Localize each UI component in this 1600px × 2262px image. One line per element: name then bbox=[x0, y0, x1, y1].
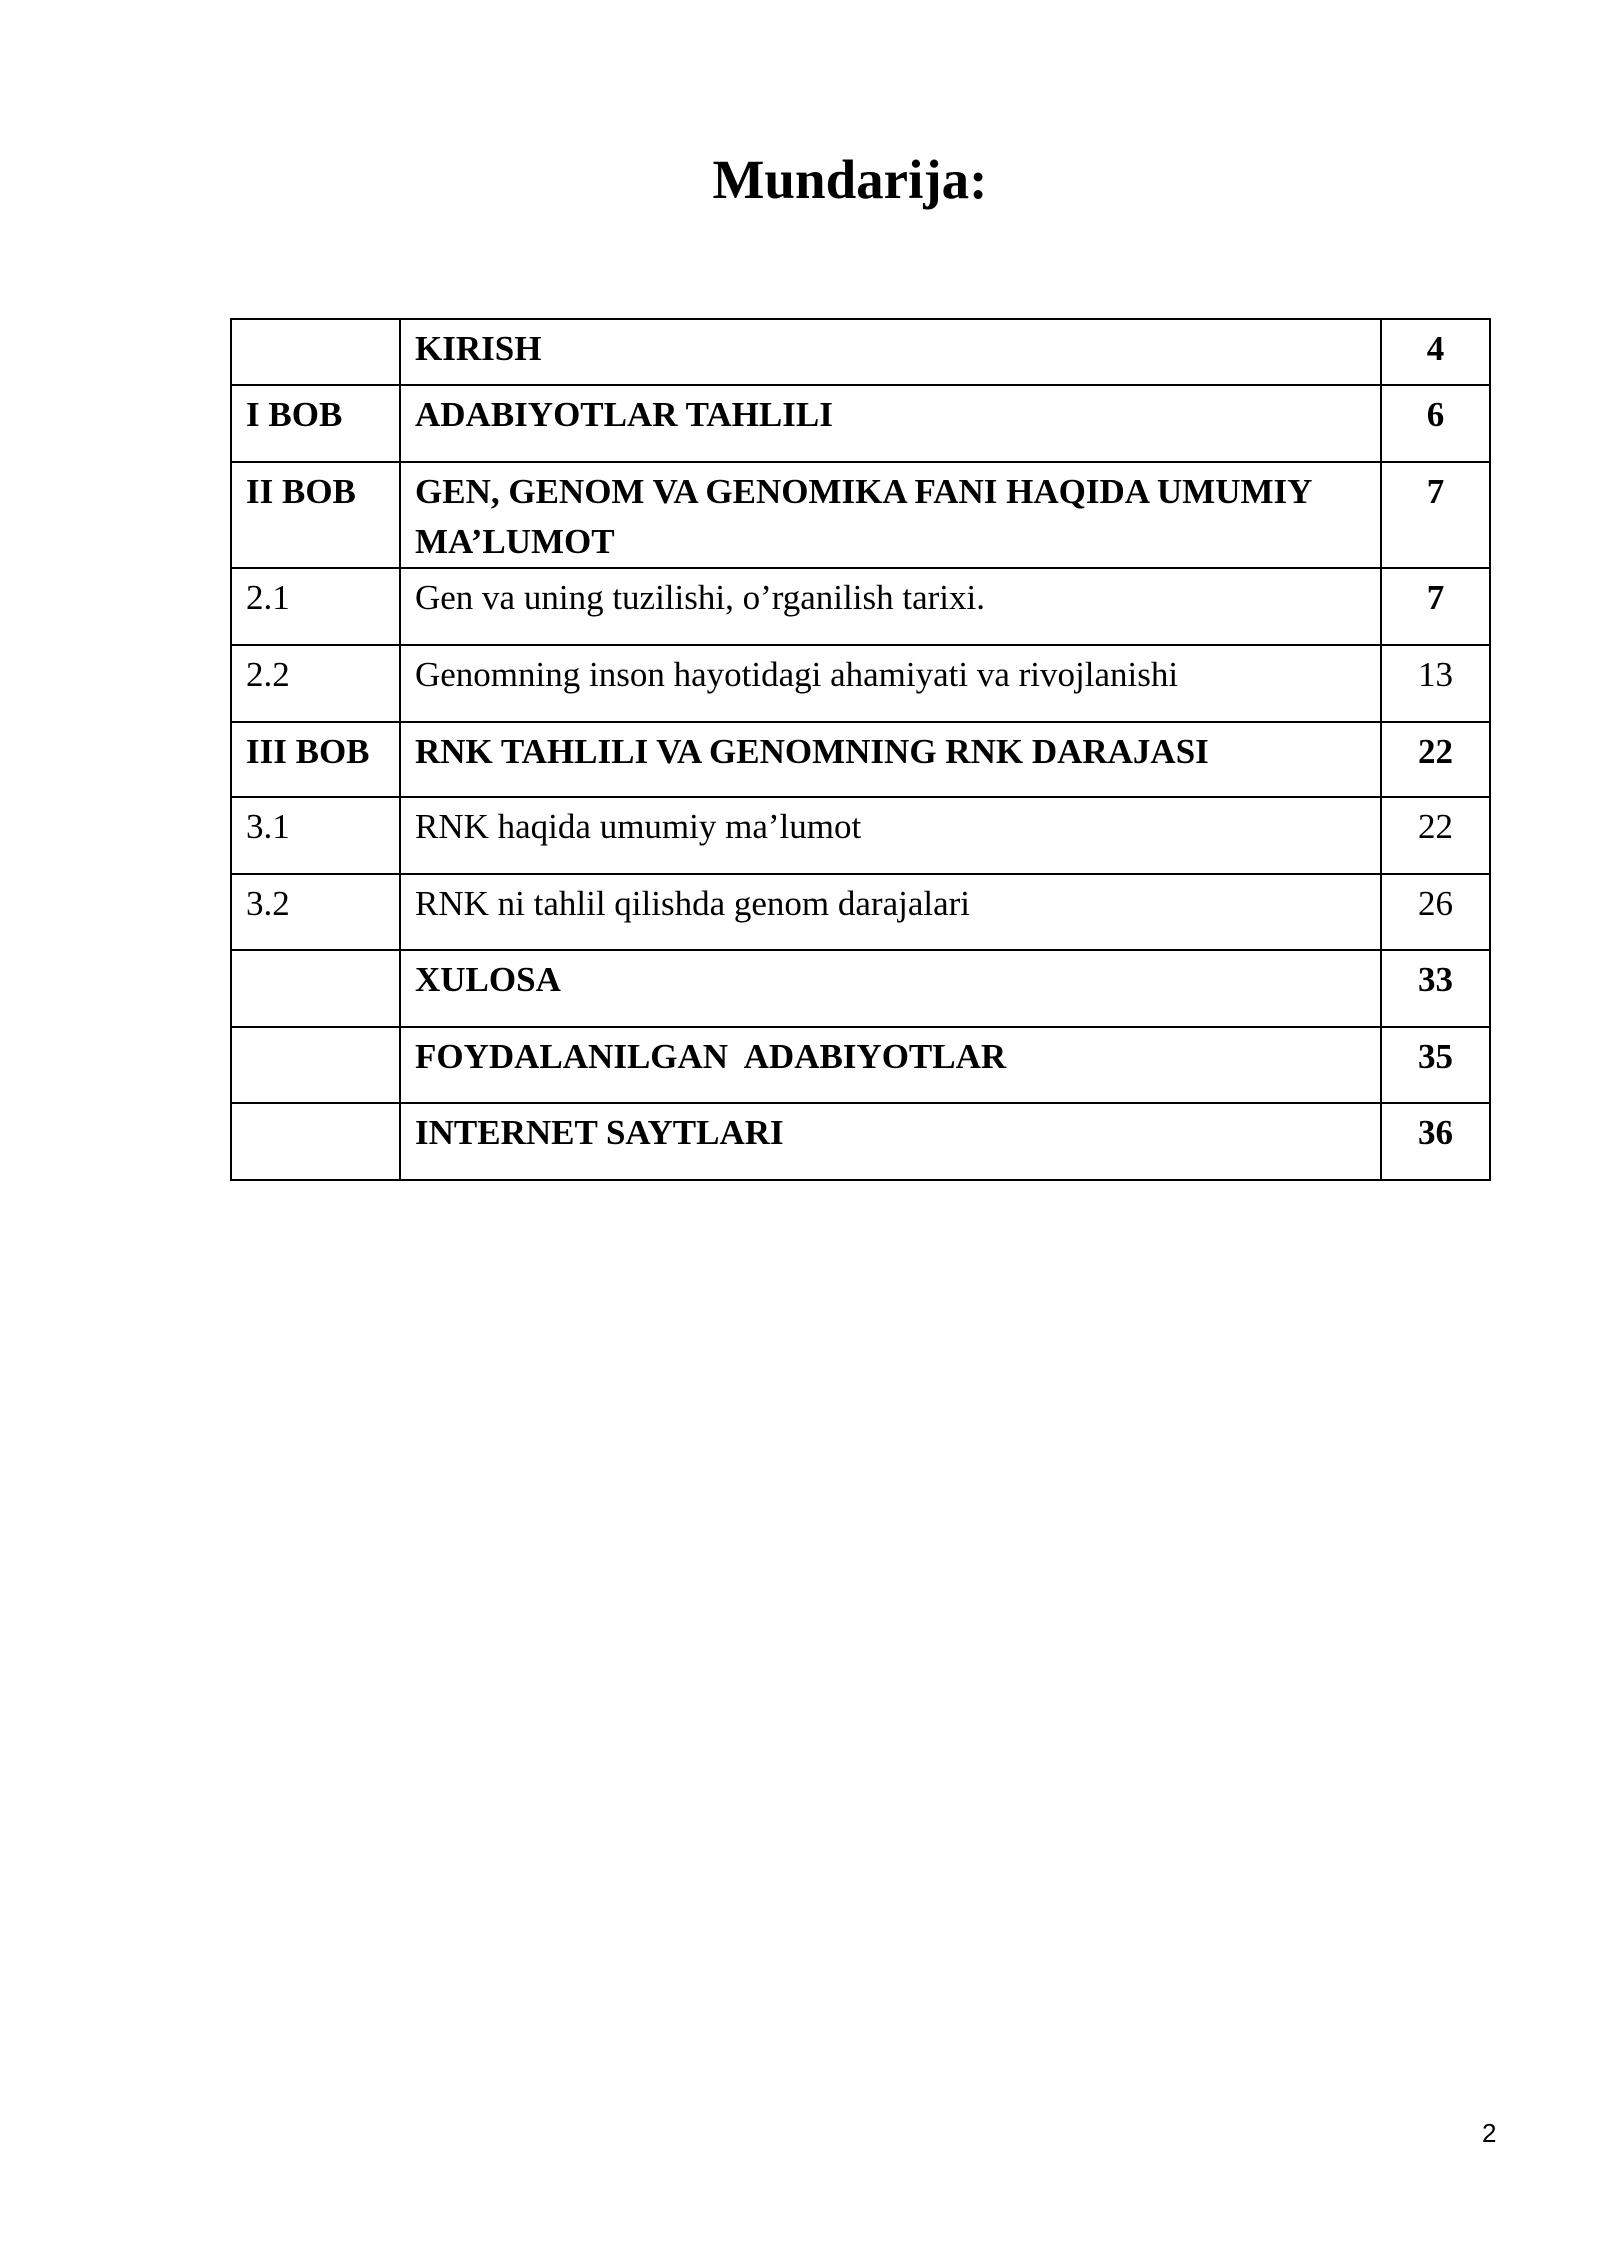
page-title: Mundarija: bbox=[712, 149, 988, 210]
table-row bbox=[231, 1103, 1490, 1180]
toc-page-number: 26 bbox=[1381, 874, 1490, 950]
toc-section-title: XULOSA bbox=[400, 950, 1381, 1027]
table-row bbox=[231, 319, 1490, 385]
toc-page-number: 7 bbox=[1381, 568, 1490, 645]
toc-section-title: ADABIYOTLAR TAHLILI bbox=[400, 385, 1381, 462]
toc-section-number: 3.2 bbox=[231, 874, 400, 950]
table-of-contents bbox=[230, 318, 1491, 1181]
table-row bbox=[231, 1027, 1490, 1103]
toc-page-number: 13 bbox=[1381, 645, 1490, 722]
toc-section-number bbox=[231, 950, 400, 1027]
toc-section-title: RNK haqida umumiy ma’lumot bbox=[400, 797, 1381, 874]
toc-page-number: 7 bbox=[1381, 462, 1490, 568]
toc-section-number: I BOB bbox=[231, 385, 400, 462]
toc-section-number bbox=[231, 1027, 400, 1103]
table-row bbox=[231, 645, 1490, 722]
toc-section-title: RNK TAHLILI VA GENOMNING RNK DARAJASI bbox=[400, 722, 1381, 797]
toc-page-number: 33 bbox=[1381, 950, 1490, 1027]
toc-section-number: II BOB bbox=[231, 462, 400, 568]
table-row bbox=[231, 568, 1490, 645]
table-row bbox=[231, 722, 1490, 797]
table-row bbox=[231, 797, 1490, 874]
toc-section-number: 3.1 bbox=[231, 797, 400, 874]
toc-section-number bbox=[231, 1103, 400, 1180]
toc-section-number: III BOB bbox=[231, 722, 400, 797]
toc-page-number: 36 bbox=[1381, 1103, 1490, 1180]
toc-section-title: Genomning inson hayotidagi ahamiyati va rivojlanishi bbox=[400, 645, 1381, 722]
table-row bbox=[231, 462, 1490, 568]
toc-section-title: RNK ni tahlil qilishda genom darajalari bbox=[400, 874, 1381, 950]
toc-section-title: GEN, GENOM VA GENOMIKA FANI HAQIDA UMUMIY MA’LUMOT bbox=[400, 462, 1381, 568]
page-number: 2 bbox=[1482, 2118, 1497, 2148]
toc-page-number: 4 bbox=[1381, 319, 1490, 385]
toc-section-number: 2.2 bbox=[231, 645, 400, 722]
toc-section-title: INTERNET SAYTLARI bbox=[400, 1103, 1381, 1180]
toc-section-number: 2.1 bbox=[231, 568, 400, 645]
toc-page-number: 22 bbox=[1381, 797, 1490, 874]
toc-section-title: KIRISH bbox=[400, 319, 1381, 385]
toc-page-number: 22 bbox=[1381, 722, 1490, 797]
table-row bbox=[231, 385, 1490, 462]
toc-page-number: 6 bbox=[1381, 385, 1490, 462]
toc-section-title: FOYDALANILGAN ADABIYOTLAR bbox=[400, 1027, 1381, 1103]
toc-section-number bbox=[231, 319, 400, 385]
table-row bbox=[231, 950, 1490, 1027]
toc-section-title: Gen va uning tuzilishi, o’rganilish tarixi. bbox=[400, 568, 1381, 645]
table-row bbox=[231, 874, 1490, 950]
toc-page-number: 35 bbox=[1381, 1027, 1490, 1103]
